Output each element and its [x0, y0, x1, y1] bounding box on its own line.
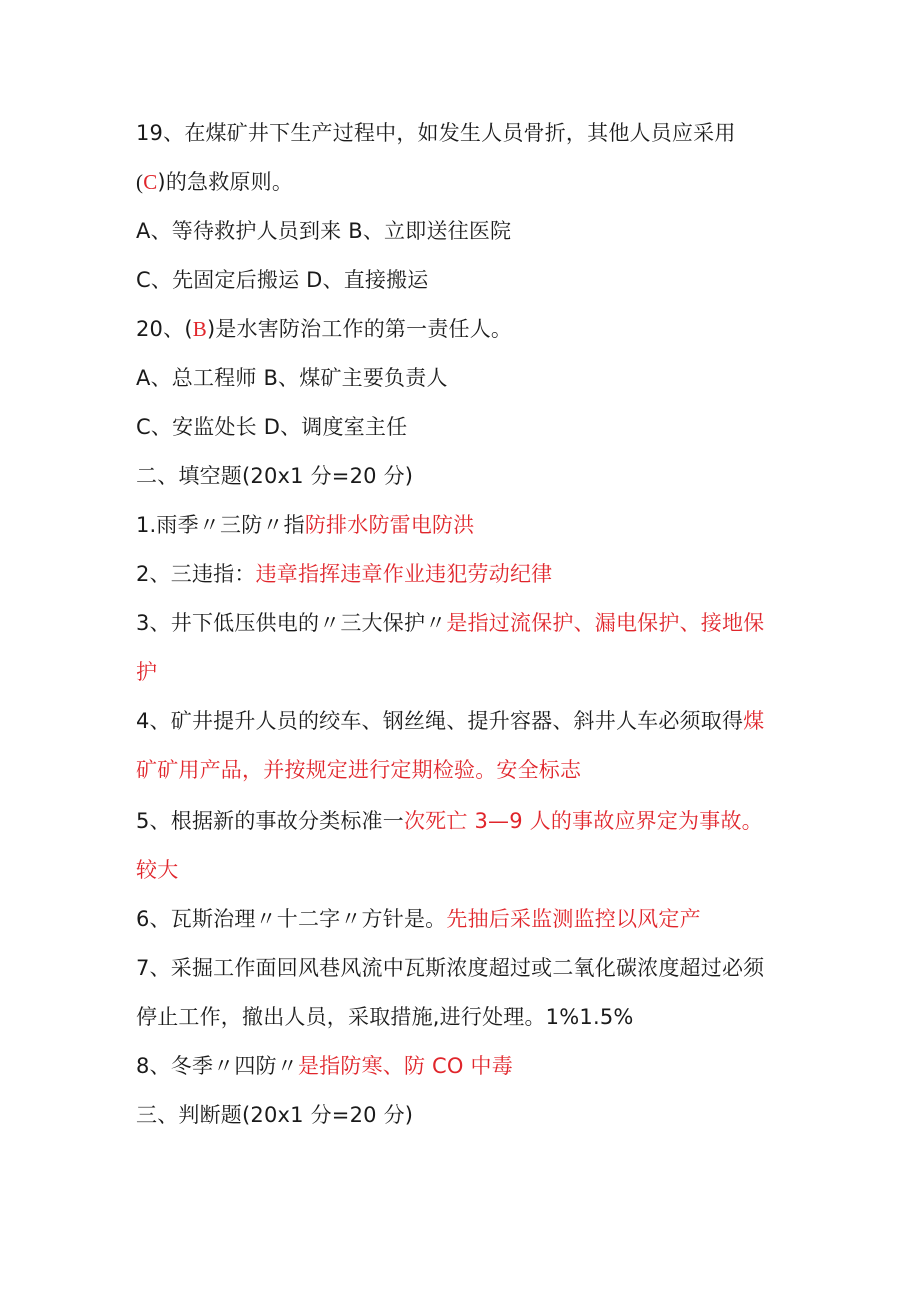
q19-options-ab: A、等待救护人员到来 B、立即送往医院 [136, 219, 512, 243]
fill6-question: 6、瓦斯治理〃十二字〃方针是。 [136, 907, 447, 931]
fill5-answer: 次死亡 3—9 人的事故应界定为事故。 [403, 809, 763, 833]
fill4-answer: 煤 [743, 709, 765, 733]
fill1-answer: 防排水防雷电防洪 [304, 513, 475, 537]
fill7-line1: 7、采掘工作面回风巷风流中瓦斯浓度超过或二氧化碳浓度超过必须 [136, 956, 765, 980]
fill1-line [136, 510, 474, 540]
q20-prefix: 20、( [136, 317, 193, 341]
fill8-line [136, 1051, 513, 1081]
fill5-question: 5、根据新的事故分类标准一 [136, 809, 404, 833]
fill3-line [136, 608, 764, 638]
fill8-question: 8、冬季〃四防〃 [136, 1054, 298, 1078]
fill4-answer-cont: 矿矿用产品，并按规定进行定期检验。安全标志 [136, 758, 582, 782]
q19-open-paren: ( [136, 170, 144, 194]
fill4-line [136, 706, 764, 736]
fill6-answer: 先抽后采监测监控以风定产 [446, 907, 701, 931]
q20-stem [136, 314, 512, 344]
fill2-question: 2、三违指： [136, 562, 256, 586]
q19-options-cd: C、先固定后搬运 D、直接搬运 [136, 268, 429, 292]
fill1-question: 1.雨季〃三防〃指 [136, 513, 305, 537]
q20-suffix: )是水害防治工作的第一责任人。 [206, 317, 513, 341]
q19-answer: C [143, 170, 158, 194]
fill5-answer-cont: 较大 [136, 858, 179, 882]
fill7-line2: 停止工作，撤出人员，采取措施,进行处理。1%1.5% [136, 1005, 634, 1029]
q20-answer: B [192, 317, 207, 341]
fill3-answer-cont: 护 [136, 660, 158, 684]
fill3-answer: 是指过流保护、漏电保护、接地保 [446, 611, 765, 635]
q19-stem-line1: 19、在煤矿井下生产过程中，如发生人员骨折，其他人员应采用 [136, 121, 736, 145]
section3-heading: 三、判断题(20x1 分=20 分) [136, 1103, 414, 1127]
fill2-line [136, 559, 552, 589]
fill4-question: 4、矿井提升人员的绞车、钢丝绳、提升容器、斜井人车必须取得 [136, 709, 744, 733]
q19-stem-line2 [136, 167, 293, 197]
fill8-answer: 是指防寒、防 CO 中毒 [297, 1054, 513, 1078]
q20-options-ab: A、总工程师 B、煤矿主要负责人 [136, 366, 448, 390]
q19-close-text: )的急救原则。 [157, 170, 294, 194]
section2-heading: 二、填空题(20x1 分=20 分) [136, 464, 414, 488]
q20-options-cd: C、安监处长 D、调度室主任 [136, 415, 408, 439]
fill2-answer: 违章指挥违章作业违犯劳动纪律 [255, 562, 553, 586]
fill5-line [136, 806, 763, 836]
fill6-line [136, 904, 701, 934]
fill3-question: 3、井下低压供电的〃三大保护〃 [136, 611, 447, 635]
